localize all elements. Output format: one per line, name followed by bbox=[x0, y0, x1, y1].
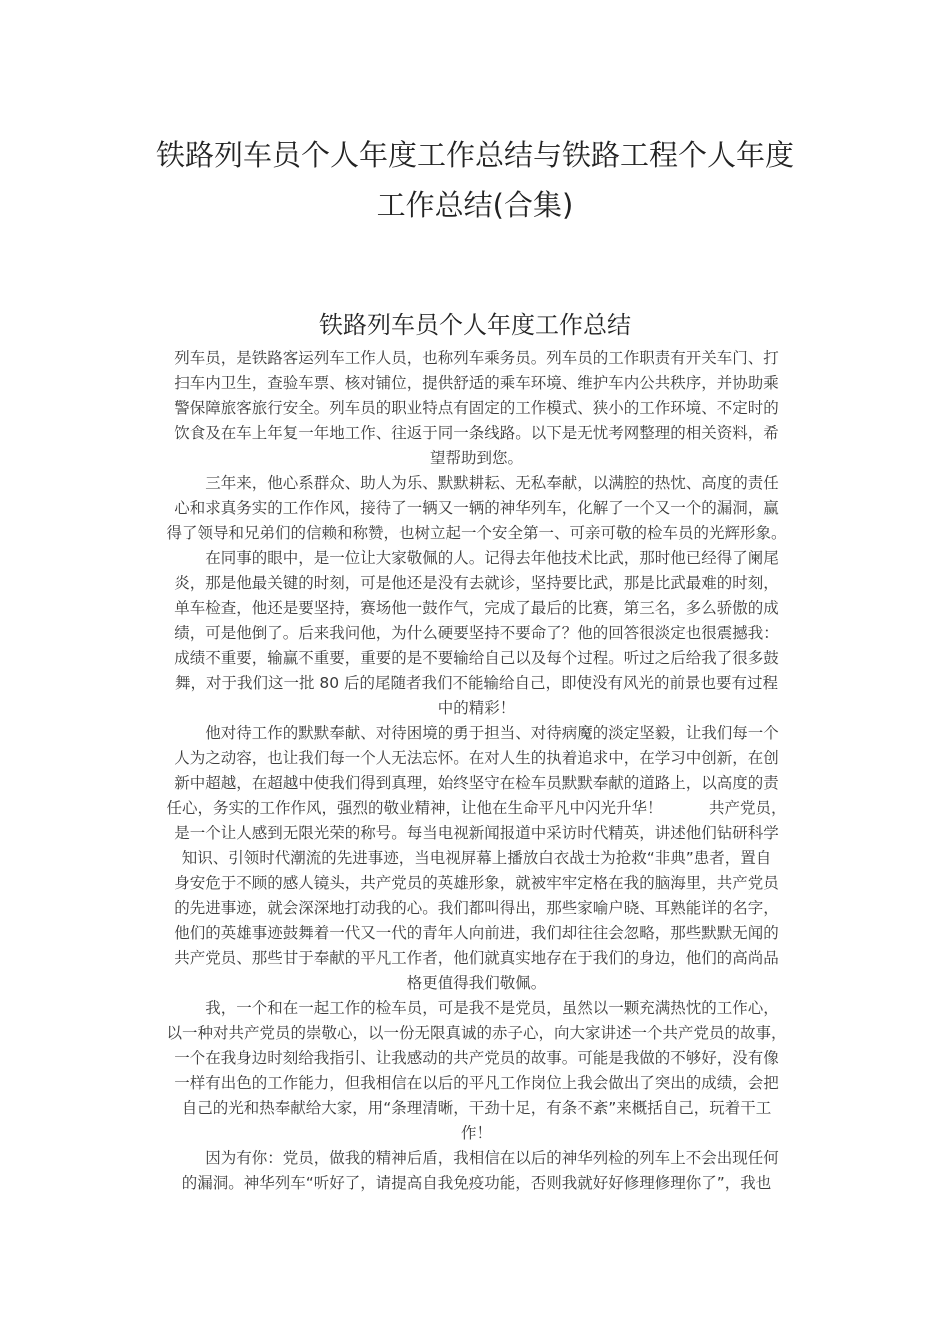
document-title-line-1: 铁路列车员个人年度工作总结与铁路工程个人年度 bbox=[155, 138, 794, 172]
paragraph-myself: 我，一个和在一起工作的检车员，可是我不是党员，虽然以一颗充满热忱的工作心， 以一种对共产党员的崇敬心，以一份无限真诚的赤子心，向大家讲述一个共产党员的故事， 一个在我身边时刻给我指引、让我感动的共产党员的故事。可能是我做的不够好，没有像 一样有出色的工作能力，但我相信在以后的平凡工作岗位上我会做出了突出的成绩，会把 自己的光和热奉献给大家，用“条理清晰，干劲十足，有条不紊”来概括自己，玩着干工 作！ bbox=[166, 999, 787, 1142]
document-title bbox=[120, 130, 830, 230]
document-title-line-2: 工作总结(合集) bbox=[376, 188, 574, 222]
paragraph-intro: 列车员，是铁路客运列车工作人员，也称列车乘务员。列车员的工作职责有开关车门、打 扫车内卫生，查验车票、核对铺位，提供舒适的乘车环境、维护车内公共秩序，并协助乘 警保障旅客旅行安全。列车员的职业特点有固定的工作模式、狭小的工作环境、不定时的 饮食及在车上年复一年地工作、往返于同一条线路。以下是无忧考网整理的相关资料，希 望帮助到您。 bbox=[174, 349, 779, 467]
paragraph-colleagues: 在同事的眼中，是一位让大家敬佩的人。记得去年他技术比武，那时他已经得了阑尾 炎，那是他最关键的时刻，可是他还是没有去就诊，坚持要比武，那是比武最难的时刻， 单车检查，他还是要坚持，赛场他一鼓作气，完成了最后的比赛，第三名，多么骄傲的成 绩，可是他倒了。后来我问他，为什么硬要坚持不要命了？他的回答很淡定也很震撼我： 成绩不重要，输赢不重要，重要的是不要输给自己以及每个过程。听过之后给我了很多鼓 舞，对于我们这一批 80 后的尾随者我们不能输给自己，即使没有风光的前景也要有过程 中的精彩！ bbox=[174, 549, 779, 717]
document-body bbox=[143, 346, 810, 1196]
paragraph-three-years: 三年来，他心系群众、助人为乐、默默耕耘、无私奉献，以满腔的热忱、高度的责任 心和求真务实的工作作风，接待了一辆又一辆的神华列车，化解了一个又一个的漏洞，赢 得了领导和兄弟们的信赖和称赞，也树立起一个安全第一、可亲可敬的检车员的光辉形象。 bbox=[166, 474, 787, 542]
paragraph-dedication: 他对待工作的默默奉献、对待困境的勇于担当、对待病魔的淡定坚毅，让我们每一个 人为之动容，也让我们每一个人无法忘怀。在对人生的执着追求中，在学习中创新，在创 新中超越，在超越中使我们得到真理，始终坚守在检车员默默奉献的道路上，以高度的责 任心，务实的工作作风，强烈的敬业精神，让他在生命平凡中闪光升华！ 共产党员， 是一个让人感到无限光荣的称号。每当电视新闻报道中采访时代精英，讲述他们钻研科学 知识、引领时代潮流的先进事迹，当电视屏幕上播放白衣战士为抢救“非典”患者，置自 身安危于不顾的感人镜头，共产党员的英雄形象，就被牢牢定格在我的脑海里，共产党员 的先进事迹，就会深深地打动我的心。我们都叫得出，那些家喻户晓、耳熟能详的名字， 他们的英雄事迹鼓舞着一代又一代的青年人向前进，我们却往往会忽略，那些默默无闻的 共产党员、那些甘于奉献的平凡工作者，他们就真实地存在于我们的身边，他们的高尚品 格更值得我们敬佩。 bbox=[166, 724, 787, 992]
paragraph-because-of-you: 因为有你：党员，做我的精神后盾，我相信在以后的神华列检的列车上不会出现任何 的漏洞。神华列车“听好了，请提高自我免疫功能，否则我就好好修理修理你了”，我也 bbox=[174, 1149, 779, 1192]
section-title: 铁路列车员个人年度工作总结 bbox=[319, 311, 631, 339]
